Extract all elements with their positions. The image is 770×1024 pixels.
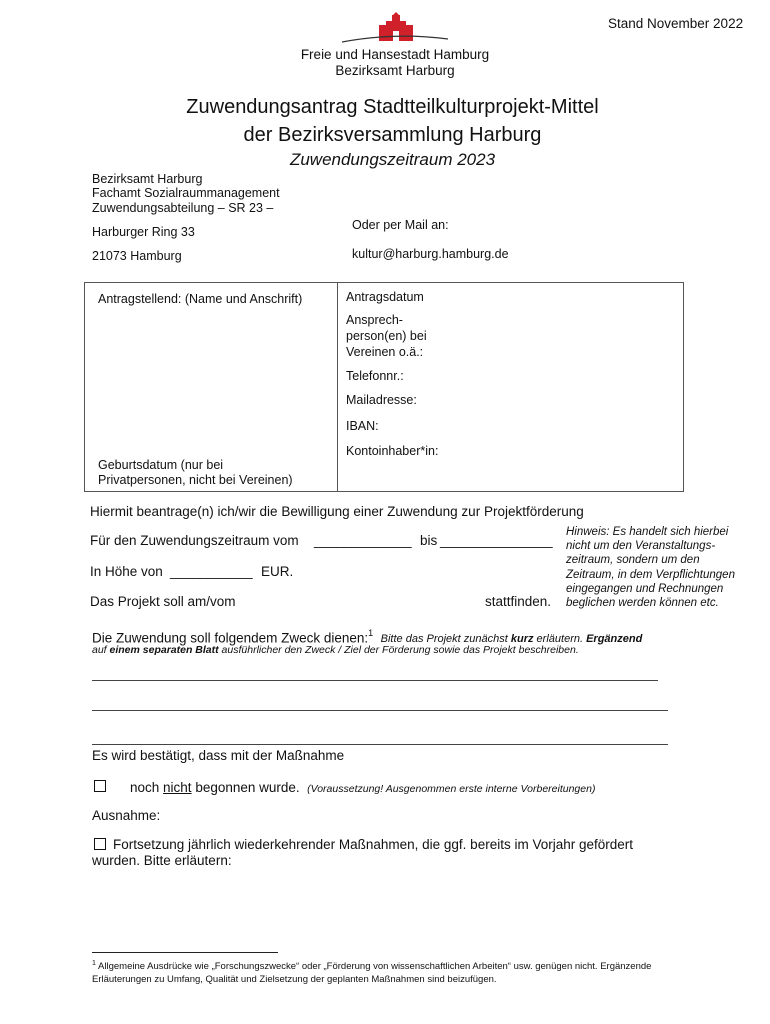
applicant-box-divider	[337, 282, 338, 492]
address-line-1: Bezirksamt Harburg	[92, 172, 203, 186]
purpose-note2-b: einem separaten Blatt	[109, 644, 219, 656]
footnote-text: Allgemeine Ausdrücke wie „Forschungszwecke“ oder „Förderung von wissenschaftlichen Arbeiten“ usw. genügen nicht. Ergänzende Erläuterungen zu Umfang, Qualität und Zielsetzung der geplanten Maßnahmen sind beizufügen.	[92, 961, 652, 985]
address-line-2: Fachamt Sozialraummanagement	[92, 186, 280, 200]
address-line-3: Zuwendungsabteilung – SR 23 –	[92, 201, 274, 215]
option2-line-2: wurden. Bitte erläutern:	[92, 853, 232, 868]
amount-unit: EUR.	[261, 564, 294, 579]
field-antragsdatum[interactable]: Antragsdatum	[346, 290, 424, 304]
page-subtitle: Zuwendungszeitraum 2023	[289, 150, 496, 169]
request-intro: Hiermit beantrage(n) ich/wir die Bewilligung einer Zuwendung zur Projektförderung	[90, 504, 584, 519]
purpose-note-c: erläutern.	[533, 633, 587, 646]
hint-line: beglichen werden können etc.	[566, 597, 719, 610]
project-date-end: stattfinden.	[485, 594, 552, 609]
purpose-note2-c: ausführlicher den Zweck / Ziel der Förderung sowie das Projekt beschreiben.	[218, 644, 579, 656]
period-bis-label: bis	[420, 533, 438, 548]
purpose-note2-a: auf	[92, 644, 110, 656]
address-city: 21073 Hamburg	[92, 249, 182, 263]
continuation-checkbox[interactable]	[94, 838, 106, 850]
period-to-input[interactable]: _______________	[440, 533, 553, 548]
purpose-input-line-2[interactable]	[92, 710, 668, 711]
hint-line: nicht um den Veranstaltungs-	[566, 540, 716, 553]
footnote-mark: 1	[92, 960, 96, 967]
option1-c: begonnen wurde.	[191, 780, 300, 795]
applicant-name-label[interactable]: Antragstellend: (Name und Anschrift)	[98, 292, 303, 306]
field-ansprechperson-1[interactable]: Ansprech-	[346, 313, 403, 327]
hint-line: zeitraum, sondern um den	[566, 554, 700, 567]
page-title-line-1: Zuwendungsantrag Stadtteilkulturprojekt-Mittel	[186, 96, 599, 118]
hint-line: Zeitraum, in dem Verpflichtungen	[566, 568, 735, 581]
address-street: Harburger Ring 33	[92, 225, 195, 239]
amount-label: In Höhe von	[90, 564, 163, 579]
mail-label: Oder per Mail an:	[352, 218, 449, 232]
period-from-input[interactable]: _____________	[314, 533, 412, 548]
purpose-footnote-mark: 1	[368, 628, 374, 638]
not-started-checkbox[interactable]	[94, 780, 106, 792]
purpose-note-a: Bitte das Projekt zunächst	[380, 633, 511, 646]
birthdate-label-1[interactable]: Geburtsdatum (nur bei	[98, 458, 224, 472]
project-date-label[interactable]: Das Projekt soll am/vom	[90, 594, 236, 609]
amount-input[interactable]: ___________	[170, 564, 253, 579]
page-title-line-2: der Bezirksversammlung Harburg	[243, 124, 542, 146]
field-mailadresse[interactable]: Mailadresse:	[346, 393, 417, 407]
footnote	[92, 958, 672, 986]
option1-b: nicht	[163, 780, 192, 795]
purpose-note-line-2	[92, 644, 579, 656]
confirm-text: Es wird bestätigt, dass mit der Maßnahme	[92, 748, 345, 763]
field-ansprechperson-3: Vereinen o.ä.:	[346, 345, 424, 359]
exception-label: Ausnahme:	[92, 808, 161, 823]
footnote-separator	[92, 952, 278, 953]
purpose-input-line-3[interactable]	[92, 744, 668, 745]
purpose-label: Die Zuwendung soll folgendem Zweck dienen:	[92, 630, 369, 646]
field-telefonnr[interactable]: Telefonnr.:	[346, 369, 404, 383]
field-kontoinhaber[interactable]: Kontoinhaber*in:	[346, 444, 439, 458]
hint-line: eingegangen und Rechnungen	[566, 582, 724, 595]
option1-row	[130, 779, 595, 797]
period-hint	[566, 525, 756, 610]
option1-a: noch	[130, 780, 164, 795]
mail-address: kultur@harburg.hamburg.de	[352, 247, 509, 261]
org-line-2: Bezirksamt Harburg	[335, 63, 455, 78]
field-ansprechperson-2: person(en) bei	[346, 329, 427, 343]
hint-line: Hinweis: Es handelt sich hierbei	[566, 526, 729, 538]
purpose-input-line-1[interactable]	[92, 680, 658, 681]
field-iban[interactable]: IBAN:	[346, 419, 379, 433]
option1-note: (Voraussetzung! Ausgenommen erste interne Vorbereitungen)	[307, 783, 596, 795]
logo-swoosh-icon	[340, 34, 450, 44]
period-label: Für den Zuwendungszeitraum vom	[90, 533, 299, 548]
option2-line-1: Fortsetzung jährlich wiederkehrender Maßnahmen, die ggf. bereits im Vorjahr gefördert	[113, 837, 634, 852]
stand-date: Stand November 2022	[608, 16, 744, 31]
birthdate-label-2: Privatpersonen, nicht bei Vereinen)	[98, 473, 293, 487]
org-line-1: Freie und Hansestadt Hamburg	[300, 47, 490, 62]
purpose-note-b: kurz	[510, 633, 534, 646]
purpose-note-d: Ergänzend	[586, 633, 643, 646]
